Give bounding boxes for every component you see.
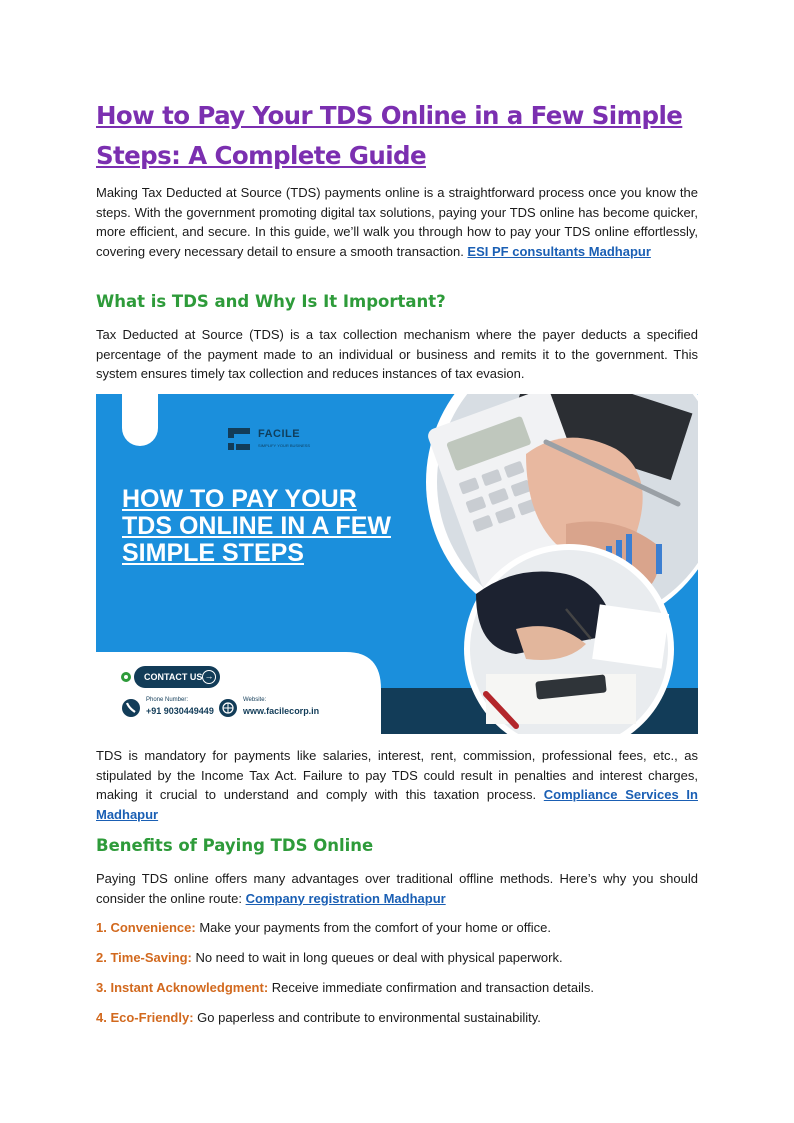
- intro-paragraph: [96, 183, 698, 261]
- benefits-intro-paragraph: [96, 869, 698, 908]
- benefit-item: [96, 918, 551, 937]
- benefit-text: Receive immediate confirmation and transaction details.: [268, 980, 595, 995]
- document-page: [96, 96, 698, 1025]
- brand-name: FACILE: [258, 428, 301, 440]
- phone-number: +91 9030449449: [146, 706, 214, 716]
- website-url: www.facilecorp.in: [243, 706, 320, 716]
- benefit-item: [96, 978, 594, 997]
- esi-pf-link[interactable]: ESI PF consultants Madhapur: [467, 243, 651, 259]
- benefit-key: 4. Eco-Friendly:: [96, 1010, 194, 1025]
- company-registration-link[interactable]: Company registration Madhapur: [245, 890, 446, 906]
- benefits-intro-text: Paying TDS online offers many advantages over traditional offline methods. Here’s why you should consider the online route:: [96, 871, 698, 906]
- promo-banner-image: [96, 394, 698, 734]
- section-heading-what-is-tds: What is TDS and Why Is It Important?: [96, 292, 446, 311]
- benefit-text: Make your payments from the comfort of your home or office.: [195, 920, 551, 935]
- benefit-text: Go paperless and contribute to environmental sustainability.: [193, 1010, 541, 1025]
- phone-label: Phone Number:: [146, 697, 189, 703]
- benefit-item: [96, 1008, 541, 1027]
- intro-text: Making Tax Deducted at Source (TDS) payments online is a straightforward process once you know the steps. With the government promoting digital tax solutions, paying your TDS online has become quicker, more efficient, and secure. In this guide, we’ll walk you through how to pay your TDS online effortlessly, covering every necessary detail to ensure a smooth transaction.: [96, 185, 698, 259]
- arrow-right-icon: →: [202, 670, 216, 684]
- page-title: How to Pay Your TDS Online in a Few Simple Steps: A Complete Guide: [96, 101, 683, 170]
- benefit-text: No need to wait in long queues or deal with physical paperwork.: [191, 950, 563, 965]
- tds-definition-paragraph: Tax Deducted at Source (TDS) is a tax collection mechanism where the payer deducts a specified percentage of the payment made to an individual or business and remits it to the government. This system ensures timely tax collection and reduces instances of tax evasion.: [96, 327, 698, 381]
- tds-mandatory-paragraph: [96, 746, 698, 824]
- banner-title: HOW TO PAY YOUR TDS ONLINE IN A FEW SIMPLE STEPS: [122, 485, 391, 567]
- benefit-key: 1. Convenience:: [96, 920, 196, 935]
- tds-mandatory-text: TDS is mandatory for payments like salaries, interest, rent, commission, professional fees, etc., as stipulated by the Income Tax Act. Failure to pay TDS could result in penalties and interest charges, making it crucial to understand and comply with this taxation process.: [96, 748, 698, 802]
- benefit-item: [96, 948, 563, 967]
- benefit-key: 2. Time-Saving:: [96, 950, 192, 965]
- contact-us-label: CONTACT US: [144, 672, 203, 682]
- contact-us-button[interactable]: [134, 666, 220, 688]
- section-heading-benefits: Benefits of Paying TDS Online: [96, 836, 374, 855]
- benefit-key: 3. Instant Acknowledgment:: [96, 980, 269, 995]
- brand-tagline: SIMPLIFY YOUR BUSINESS: [258, 443, 311, 448]
- compliance-services-link[interactable]: Compliance Services In Madhapur: [96, 787, 698, 822]
- website-label: Website:: [243, 697, 267, 703]
